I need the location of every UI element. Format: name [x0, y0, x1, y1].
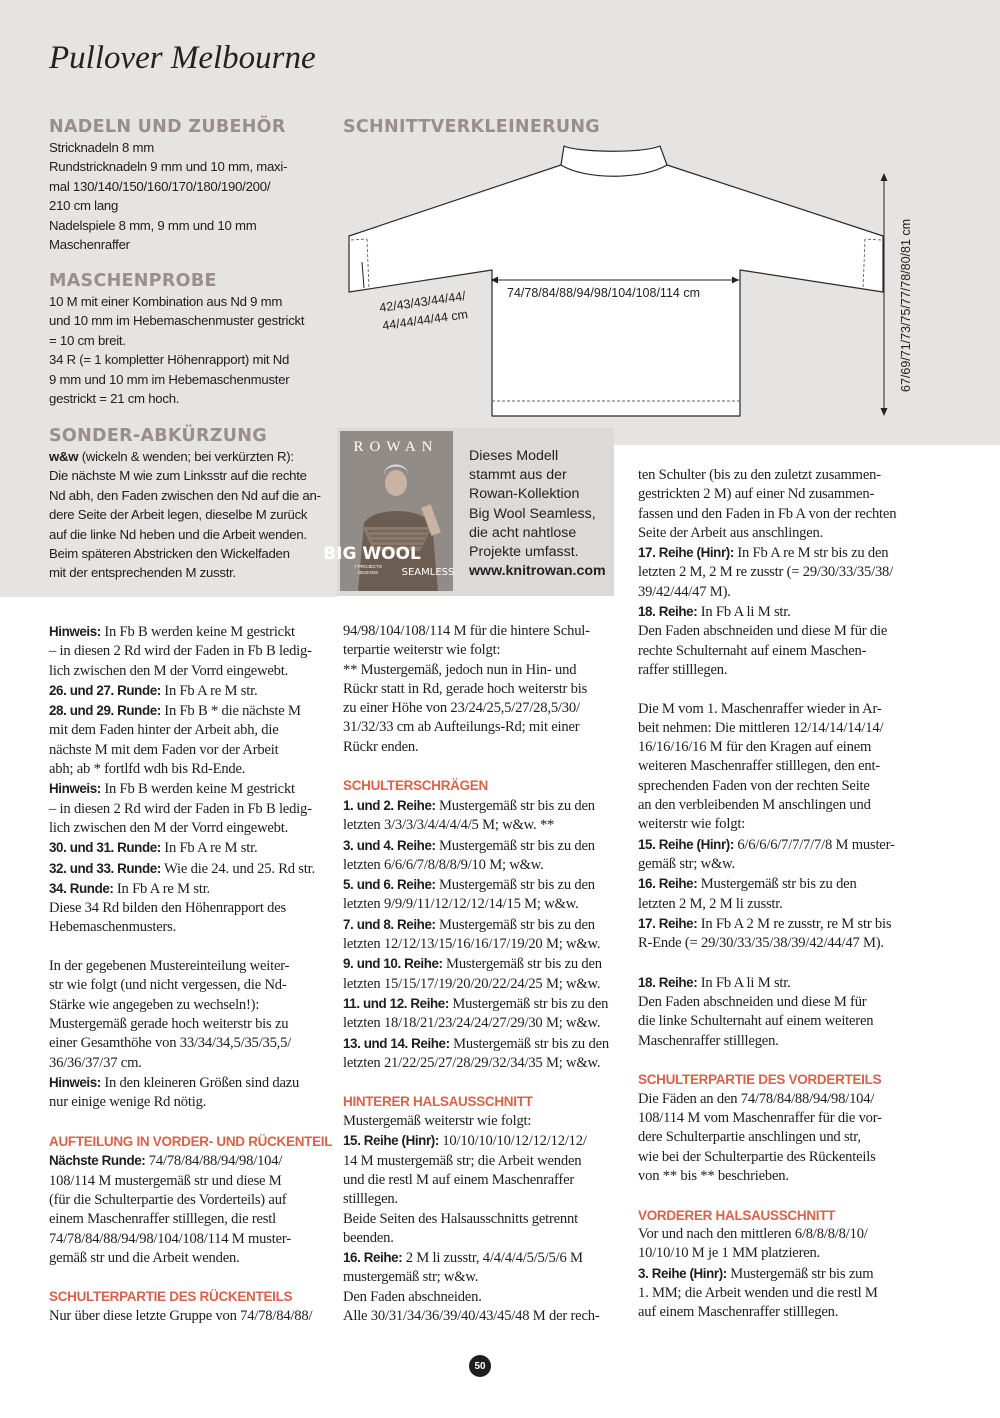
- line-text: weiterstr wie folgt:: [638, 816, 746, 833]
- instruction-line: [638, 815, 896, 834]
- line-text: stilllegen.: [343, 1191, 398, 1208]
- instruction-line: [638, 505, 896, 524]
- instruction-line: [49, 721, 332, 740]
- instruction-line: [638, 796, 896, 815]
- instructions-column-1: [49, 622, 332, 1326]
- line-text: dere Schulterpartie anschlingen und str,: [638, 1129, 861, 1146]
- instruction-line: [638, 1012, 896, 1031]
- section-heading: SCHULTERSCHRÄGEN: [343, 778, 488, 794]
- line-text: 10/10/10 M je 1 MM platzieren.: [638, 1245, 821, 1262]
- schematic-diagram: [0, 0, 1000, 445]
- rowan-line: die acht nahtlose: [469, 524, 577, 541]
- instruction-line: [49, 1230, 332, 1249]
- line-text: zu einer Höhe von 23/24/25,5/27/28,5/30/: [343, 700, 580, 717]
- line-text: letzten 18/18/21/23/24/24/27/29/30 M; w&w.: [343, 1015, 601, 1032]
- step-label: 5. und 6. Reihe:: [343, 877, 436, 893]
- line-text: letzten 3/3/3/3/4/4/4/4/5 M; w&w. **: [343, 817, 555, 834]
- instruction-line: [638, 700, 896, 719]
- rowan-line: stammt aus der: [469, 467, 567, 484]
- sonder-line: mit der entsprechenden M zusstr.: [49, 565, 236, 581]
- line-text: 31/32/33 cm ab Aufteilungs-Rd; mit einer: [343, 719, 580, 736]
- width-label: 74/78/84/88/94/98/104/108/114 cm: [507, 286, 700, 300]
- maschenprobe-line: = 10 cm breit.: [49, 332, 126, 348]
- instruction-line: [49, 1073, 332, 1093]
- rowan-line: Dieses Modell: [469, 448, 559, 464]
- line-text: Mustergemäß str bis zu den: [435, 797, 595, 814]
- page-number: 50: [469, 1355, 491, 1377]
- instruction-line: [49, 760, 332, 779]
- line-text: In der gegebenen Mustereinteilung weiter-: [49, 958, 290, 975]
- paragraph-gap: [343, 1073, 609, 1092]
- line-text: Nur über diese letzte Gruppe von 74/78/84/88/: [49, 1307, 313, 1324]
- instruction-line: [343, 718, 609, 737]
- instruction-line: [343, 915, 609, 935]
- step-label: 1. und 2. Reihe:: [343, 797, 436, 813]
- instruction-line: [343, 1014, 609, 1033]
- step-label: 32. und 33. Runde:: [49, 860, 161, 876]
- instruction-line: [343, 738, 609, 757]
- instruction-line: [638, 1128, 896, 1147]
- instruction-line: [343, 1288, 609, 1307]
- instruction-line: [49, 1191, 332, 1210]
- line-text: lich zwischen den M der Vorrd eingewebt.: [49, 819, 289, 836]
- sonder-line: Nd abh, den Faden zwischen den Nd auf die an-: [49, 487, 321, 503]
- line-text: abh; ab * fortlfd wdh bis Rd-Ende.: [49, 761, 246, 778]
- line-text: einer Gesamthöhe von 33/34/34,5/35/35,5/: [49, 1035, 292, 1052]
- step-label: 28. und 29. Runde:: [49, 703, 161, 719]
- instruction-line: [638, 661, 896, 680]
- sonder-text: [49, 466, 321, 582]
- instructions-column-2: [343, 622, 609, 1326]
- line-text: Rückr statt in Rd, gerade hoch weiterstr bis: [343, 680, 588, 697]
- line-text: Die M vom 1. Maschenraffer wieder in Ar-: [638, 700, 882, 717]
- instruction-line: [49, 899, 332, 918]
- line-text: letzten 2 M, 2 M re zusstr (= 29/30/33/35/38/: [638, 564, 893, 581]
- line-text: Vor und nach den mittleren 6/8/8/8/8/10/: [638, 1226, 868, 1243]
- cover-sub-2: DESIGNS: [357, 570, 379, 575]
- line-text: 74/78/84/88/94/98/104/: [145, 1153, 283, 1170]
- instruction-line: [49, 662, 332, 681]
- line-text: rechte Schulternaht auf einem Maschen-: [638, 642, 867, 659]
- instruction-line: [49, 1172, 332, 1191]
- instruction-line: [49, 879, 332, 899]
- maschenprobe-line: und 10 mm im Hebemaschenmuster gestrickt: [49, 313, 305, 329]
- line-text: 108/114 M vom Maschenraffer für die vor-: [638, 1110, 882, 1127]
- rowan-line: Rowan-Kollektion: [469, 486, 580, 503]
- instruction-line: [638, 757, 896, 776]
- line-text: raffer stilllegen.: [638, 661, 728, 678]
- line-text: Mustergemäß gerade hoch weiterstr bis zu: [49, 1015, 289, 1032]
- line-text: 6/6/6/6/7/7/7/7/8 M muster-: [733, 836, 895, 853]
- step-label: 15. Reihe (Hinr):: [343, 1133, 439, 1149]
- line-text: In Fb A re M str.: [160, 840, 258, 857]
- instruction-line: [49, 622, 332, 642]
- line-text: Mustergemäß str bis zu den: [697, 876, 857, 893]
- line-text: 16/16/16/16 M für den Kragen auf einem: [638, 739, 872, 756]
- line-text: gemäß str und die Arbeit wenden.: [49, 1249, 240, 1266]
- line-text: In Fb A 2 M re zusstr, re M str bis: [697, 915, 892, 932]
- nadeln-line: Stricknadeln 8 mm: [49, 140, 154, 155]
- line-text: ten Schulter (bis zu den zuletzt zusammen-: [638, 467, 881, 483]
- sleeve-length-label-2: 44/44/44/44 cm: [381, 307, 469, 333]
- instruction-line: [343, 1034, 609, 1054]
- step-label: 17. Reihe:: [638, 915, 698, 931]
- sonder-first-rest: (wickeln & wenden; bei verkürzten R):: [78, 449, 294, 464]
- nadeln-line: Rundstricknadeln 9 mm und 10 mm, maxi-: [49, 159, 288, 175]
- instruction-line: [343, 895, 609, 914]
- instruction-line: [343, 680, 609, 699]
- step-label: 11. und 12. Reihe:: [343, 995, 449, 1011]
- line-text: letzten 2 M, 2 M li zusstr.: [638, 895, 783, 912]
- instruction-line: [638, 1167, 896, 1186]
- instruction-line: [49, 957, 332, 976]
- maschenprobe-line: 9 mm und 10 mm im Hebemaschenmuster: [49, 371, 290, 387]
- line-text: 94/98/104/108/114 M für die hintere Schul-: [343, 623, 590, 639]
- maschenprobe-line: 10 M mit einer Kombination aus Nd 9 mm: [49, 294, 283, 309]
- instruction-line: [49, 819, 332, 838]
- line-text: Hebemaschenmusters.: [49, 919, 177, 936]
- line-text: die linke Schulternaht auf einem weiteren: [638, 1013, 874, 1030]
- instruction-line: [49, 1151, 332, 1171]
- sleeve-length-label-1: 42/43/43/44/44/: [378, 289, 467, 315]
- step-label: 7. und 8. Reihe:: [343, 916, 436, 932]
- step-label: 17. Reihe (Hinr):: [638, 545, 734, 561]
- line-text: Maschenraffer stilllegen.: [638, 1032, 779, 1049]
- instruction-line: [638, 777, 896, 796]
- line-text: (für die Schulterpartie des Vorderteils) auf: [49, 1191, 287, 1208]
- line-text: auf einem Maschenraffer stilllegen.: [638, 1304, 839, 1321]
- instruction-line: [343, 875, 609, 895]
- section-heading: HINTERER HALSAUSSCHNITT: [343, 1094, 533, 1110]
- rowan-description: [469, 447, 606, 581]
- step-label: 16. Reihe:: [638, 876, 698, 892]
- step-label: Nächste Runde:: [49, 1153, 146, 1169]
- maschenprobe-line: gestrickt = 21 cm hoch.: [49, 391, 180, 407]
- step-label: 3. und 4. Reihe:: [343, 837, 436, 853]
- instruction-line: [343, 856, 609, 875]
- sonder-first-line: [49, 447, 321, 466]
- instruction-line: [638, 1090, 896, 1109]
- line-text: lich zwischen den M der Vorrd eingewebt.: [49, 662, 289, 679]
- instruction-line: [638, 934, 896, 953]
- rowan-line: Projekte umfasst.: [469, 544, 579, 561]
- line-text: In Fb A li M str.: [697, 604, 791, 621]
- instruction-line: [343, 1171, 609, 1190]
- line-text: Wie die 24. und 25. Rd str.: [160, 860, 315, 877]
- instruction-line: [638, 466, 896, 485]
- instruction-line: [638, 914, 896, 934]
- line-text: str wie folgt (und nicht vergessen, die Nd-: [49, 977, 287, 994]
- sweater-outline: [349, 146, 883, 416]
- instruction-line: [343, 622, 609, 641]
- line-text: Mustergemäß str bis zum: [726, 1265, 874, 1282]
- step-label: 26. und 27. Runde:: [49, 682, 161, 698]
- instruction-line: [49, 1249, 332, 1268]
- instruction-line: [343, 1152, 609, 1171]
- instruction-line: [49, 1210, 332, 1229]
- instruction-line: [343, 816, 609, 835]
- instruction-line: [49, 741, 332, 760]
- instruction-line: [343, 975, 609, 994]
- cover-title-2: SEAMLESS: [401, 567, 455, 578]
- line-text: an den verbleibenden M anschlingen und: [638, 797, 871, 814]
- instruction-line: [638, 1244, 896, 1263]
- instruction-line: [638, 1148, 896, 1167]
- line-text: terpartie weiterstr wie folgt:: [343, 642, 501, 659]
- sonder-abbrev: w&w: [49, 449, 79, 464]
- step-label: Hinweis:: [49, 781, 101, 797]
- instruction-line: [343, 954, 609, 974]
- line-text: Rückr enden.: [343, 738, 419, 755]
- nadeln-line: Maschenraffer: [49, 237, 130, 253]
- sonder-line: auf die linke Nd heben und die Arbeit wenden.: [49, 526, 307, 542]
- instruction-line: [638, 1303, 896, 1322]
- line-text: 14 M mustergemäß str; die Arbeit wenden: [343, 1152, 582, 1169]
- instruction-line: [49, 1034, 332, 1053]
- nadeln-line: mal 130/140/150/160/170/180/190/200/: [49, 178, 271, 194]
- instruction-line: [638, 835, 896, 855]
- instruction-line: [343, 1229, 609, 1248]
- instruction-line: [49, 838, 332, 858]
- instruction-line: [638, 602, 896, 622]
- instruction-line: [49, 779, 332, 799]
- step-label: 16. Reihe:: [343, 1250, 403, 1266]
- line-text: R-Ende (= 29/30/33/35/38/39/42/44/47 M).: [638, 935, 884, 952]
- instruction-line: [638, 524, 896, 543]
- step-label: 34. Runde:: [49, 880, 114, 896]
- step-label: 18. Reihe:: [638, 974, 698, 990]
- instruction-line: [343, 641, 609, 660]
- instruction-line: [343, 1054, 609, 1073]
- instructions-column-3: [638, 466, 896, 1323]
- instruction-line: [49, 642, 332, 661]
- cover-sub-1: 7 PROJECTS: [354, 564, 382, 569]
- section-heading: AUFTEILUNG IN VORDER- UND RÜCKENTEIL: [49, 1133, 333, 1149]
- instruction-line: [638, 1109, 896, 1128]
- step-label: 30. und 31. Runde:: [49, 840, 161, 856]
- instruction-line: [49, 800, 332, 819]
- line-text: Seite der Arbeit aus anschlingen.: [638, 524, 824, 541]
- step-label: 15. Reihe (Hinr):: [638, 836, 734, 852]
- rowan-url-link[interactable]: www.knitrowan.com: [469, 563, 606, 580]
- step-label: Hinweis:: [49, 624, 101, 639]
- instruction-line: [49, 681, 332, 701]
- paragraph-gap: [49, 1112, 332, 1131]
- line-text: einem Maschenraffer stilllegen, die restl: [49, 1211, 276, 1228]
- step-label: 18. Reihe:: [638, 604, 698, 620]
- book-cover-image: [323, 431, 455, 591]
- section-heading: VORDERER HALSAUSSCHNITT: [638, 1207, 836, 1223]
- instruction-line: [638, 874, 896, 894]
- instruction-line: [638, 1284, 896, 1303]
- instruction-line: [343, 935, 609, 954]
- line-text: nächste M mit dem Faden vor der Arbeit: [49, 741, 279, 758]
- sonder-section: [49, 425, 321, 583]
- instruction-line: [638, 1225, 896, 1244]
- line-text: – in diesen 2 Rd wird der Faden in Fb B ledig-: [49, 800, 312, 817]
- instruction-line: [638, 485, 896, 504]
- cover-brand: ROWAN: [353, 439, 439, 455]
- line-text: letzten 21/22/25/27/28/29/32/34/35 M; w&w.: [343, 1054, 601, 1071]
- line-text: fassen und den Faden in Fb A von der rechten: [638, 505, 897, 522]
- step-label: 3. Reihe (Hinr):: [638, 1265, 727, 1281]
- instruction-line: [343, 1210, 609, 1229]
- line-text: sprechenden Faden von der rechten Seite: [638, 777, 870, 794]
- instruction-line: [638, 543, 896, 563]
- section-heading: SCHULTERPARTIE DES RÜCKENTEILS: [49, 1289, 293, 1305]
- paragraph-gap: [638, 680, 896, 699]
- line-text: In Fb A li M str.: [697, 974, 791, 991]
- instruction-line: [343, 1307, 609, 1326]
- instruction-line: [49, 1307, 332, 1326]
- sonder-line: Die nächste M wie zum Linksstr auf die rechte: [49, 468, 307, 484]
- line-text: Mustergemäß str bis zu den: [435, 877, 595, 894]
- line-text: letzten 15/15/17/19/20/20/22/24/25 M; w&w.: [343, 975, 601, 992]
- line-text: In Fb B * die nächste M: [160, 703, 301, 720]
- line-text: 36/36/37/37 cm.: [49, 1054, 142, 1071]
- line-text: Die Fäden an den 74/78/84/88/94/98/104/: [638, 1090, 875, 1107]
- line-text: 39/42/44/47 M).: [638, 583, 731, 600]
- line-text: weiteren Maschenraffer stilllegen, den ent-: [638, 758, 880, 775]
- line-text: Mustergemäß str bis zu den: [448, 995, 609, 1012]
- line-text: In Fb B werden keine M gestrickt: [100, 781, 295, 798]
- line-text: 2 M li zusstr, 4/4/4/4/5/5/5/6 M: [402, 1250, 583, 1267]
- height-label: 67/69/71/73/75/77/78/80/81 cm: [899, 218, 913, 392]
- cover-title-1: BIG WOOL: [323, 544, 421, 564]
- line-text: Den Faden abschneiden und diese M für: [638, 994, 867, 1011]
- line-text: Mustergemäß str bis zu den: [435, 837, 595, 854]
- instruction-line: [638, 1264, 896, 1284]
- line-text: von ** bis ** beschrieben.: [638, 1167, 789, 1184]
- paragraph-gap: [49, 1268, 332, 1287]
- instruction-line: [638, 642, 896, 661]
- line-text: In den kleineren Größen sind dazu: [100, 1074, 300, 1091]
- paragraph-gap: [638, 953, 896, 972]
- line-text: In Fb A re M str bis zu den: [733, 545, 889, 562]
- paragraph-gap: [343, 757, 609, 776]
- instruction-line: [638, 719, 896, 738]
- line-text: Den Faden abschneiden.: [343, 1288, 482, 1305]
- instruction-line: [49, 859, 332, 879]
- line-text: 108/114 M mustergemäß str und diese M: [49, 1172, 282, 1189]
- rowan-line: Big Wool Seamless,: [469, 505, 596, 522]
- line-text: Stärke wie angegeben zu wechseln!):: [49, 996, 260, 1013]
- instruction-line: [343, 1248, 609, 1268]
- line-text: ** Mustergemäß, jedoch nun in Hin- und: [343, 661, 577, 678]
- line-text: In Fb A re M str.: [160, 682, 258, 699]
- step-label: Hinweis:: [49, 1074, 101, 1090]
- sonder-line: Beim späteren Abstricken den Wickelfaden: [49, 546, 290, 562]
- line-text: Den Faden abschneiden und diese M für die: [638, 623, 888, 640]
- line-text: nur einige wenige Rd nötig.: [49, 1094, 207, 1111]
- maschenprobe-heading: MASCHENPROBE: [49, 271, 217, 291]
- nadeln-line: 210 cm lang: [49, 198, 119, 214]
- line-text: beenden.: [343, 1229, 394, 1246]
- line-text: beit nehmen: Die mittleren 12/14/14/14/14/: [638, 719, 884, 736]
- nadeln-heading: NADELN UND ZUBEHÖR: [49, 117, 286, 137]
- step-label: 9. und 10. Reihe:: [343, 956, 443, 972]
- instruction-line: [638, 738, 896, 757]
- line-text: mit dem Faden hinter der Arbeit abh, die: [49, 722, 279, 739]
- step-label: 13. und 14. Reihe:: [343, 1035, 450, 1051]
- instruction-line: [49, 1093, 332, 1112]
- line-text: letzten 6/6/6/7/8/8/8/9/10 M; w&w.: [343, 856, 544, 873]
- instruction-line: [343, 796, 609, 816]
- line-text: Mustergemäß str bis zu den: [449, 1035, 609, 1052]
- instruction-line: [343, 836, 609, 856]
- instruction-line: [49, 701, 332, 721]
- line-text: gemäß str; w&w.: [638, 855, 735, 872]
- line-text: Beide Seiten des Halsausschnitts getrennt: [343, 1210, 578, 1227]
- instruction-line: [343, 1131, 609, 1151]
- line-text: 10/10/10/10/12/12/12/12/: [438, 1133, 587, 1150]
- instruction-line: [638, 993, 896, 1012]
- section-heading: SCHULTERPARTIE DES VORDERTEILS: [638, 1072, 882, 1088]
- instruction-line: [638, 973, 896, 993]
- instruction-line: [343, 1190, 609, 1209]
- line-text: Alle 30/31/34/36/39/40/43/45/48 M der rech-: [343, 1307, 600, 1324]
- instruction-line: [638, 622, 896, 641]
- schnitt-heading: SCHNITTVERKLEINERUNG: [343, 117, 600, 137]
- instruction-line: [343, 1112, 609, 1131]
- line-text: mustergemäß str; w&w.: [343, 1269, 479, 1286]
- line-text: wie bei der Schulterpartie des Rückenteils: [638, 1148, 876, 1165]
- maschenprobe-line: 34 R (= 1 kompletter Höhenrapport) mit Nd: [49, 352, 290, 368]
- paragraph-gap: [49, 938, 332, 957]
- instruction-line: [638, 895, 896, 914]
- instruction-line: [49, 1015, 332, 1034]
- line-text: letzten 12/12/13/15/16/16/17/19/20 M; w&w.: [343, 936, 601, 953]
- page-title: Pullover Melbourne: [49, 40, 316, 76]
- line-text: gestrickten 2 M) auf einer Nd zusammen-: [638, 486, 875, 503]
- instruction-line: [343, 1268, 609, 1287]
- sonder-line: dere Seite der Arbeit legen, dieselbe M zurück: [49, 507, 308, 523]
- line-text: 1. MM; die Arbeit wenden und die restl M: [638, 1285, 878, 1302]
- instruction-line: [343, 699, 609, 718]
- instruction-line: [49, 976, 332, 995]
- nadeln-line: Nadelspiele 8 mm, 9 mm und 10 mm: [49, 217, 257, 233]
- line-text: Mustergemäß weiterstr wie folgt:: [343, 1113, 532, 1130]
- line-text: Diese 34 Rd bilden den Höhenrapport des: [49, 900, 286, 917]
- line-text: In Fb B werden keine M gestrickt: [100, 624, 295, 640]
- instruction-line: [49, 1054, 332, 1073]
- instruction-line: [49, 996, 332, 1015]
- line-text: Mustergemäß str bis zu den: [442, 956, 602, 973]
- line-text: In Fb A re M str.: [113, 880, 210, 897]
- instruction-line: [638, 1032, 896, 1051]
- line-text: letzten 9/9/9/11/12/12/12/14/15 M; w&w.: [343, 896, 579, 913]
- instruction-line: [638, 563, 896, 582]
- instruction-line: [343, 661, 609, 680]
- paragraph-gap: [638, 1186, 896, 1205]
- instruction-line: [638, 583, 896, 602]
- instruction-line: [638, 855, 896, 874]
- line-text: – in diesen 2 Rd wird der Faden in Fb B ledig-: [49, 643, 312, 660]
- sonder-heading: SONDER-ABKÜRZUNG: [49, 426, 267, 446]
- line-text: und die restl M auf einem Maschenraffer: [343, 1171, 575, 1188]
- line-text: Mustergemäß str bis zu den: [435, 916, 595, 933]
- instruction-line: [343, 994, 609, 1014]
- paragraph-gap: [638, 1051, 896, 1070]
- instruction-line: [49, 918, 332, 937]
- line-text: 74/78/84/88/94/98/104/108/114 M muster-: [49, 1230, 291, 1247]
